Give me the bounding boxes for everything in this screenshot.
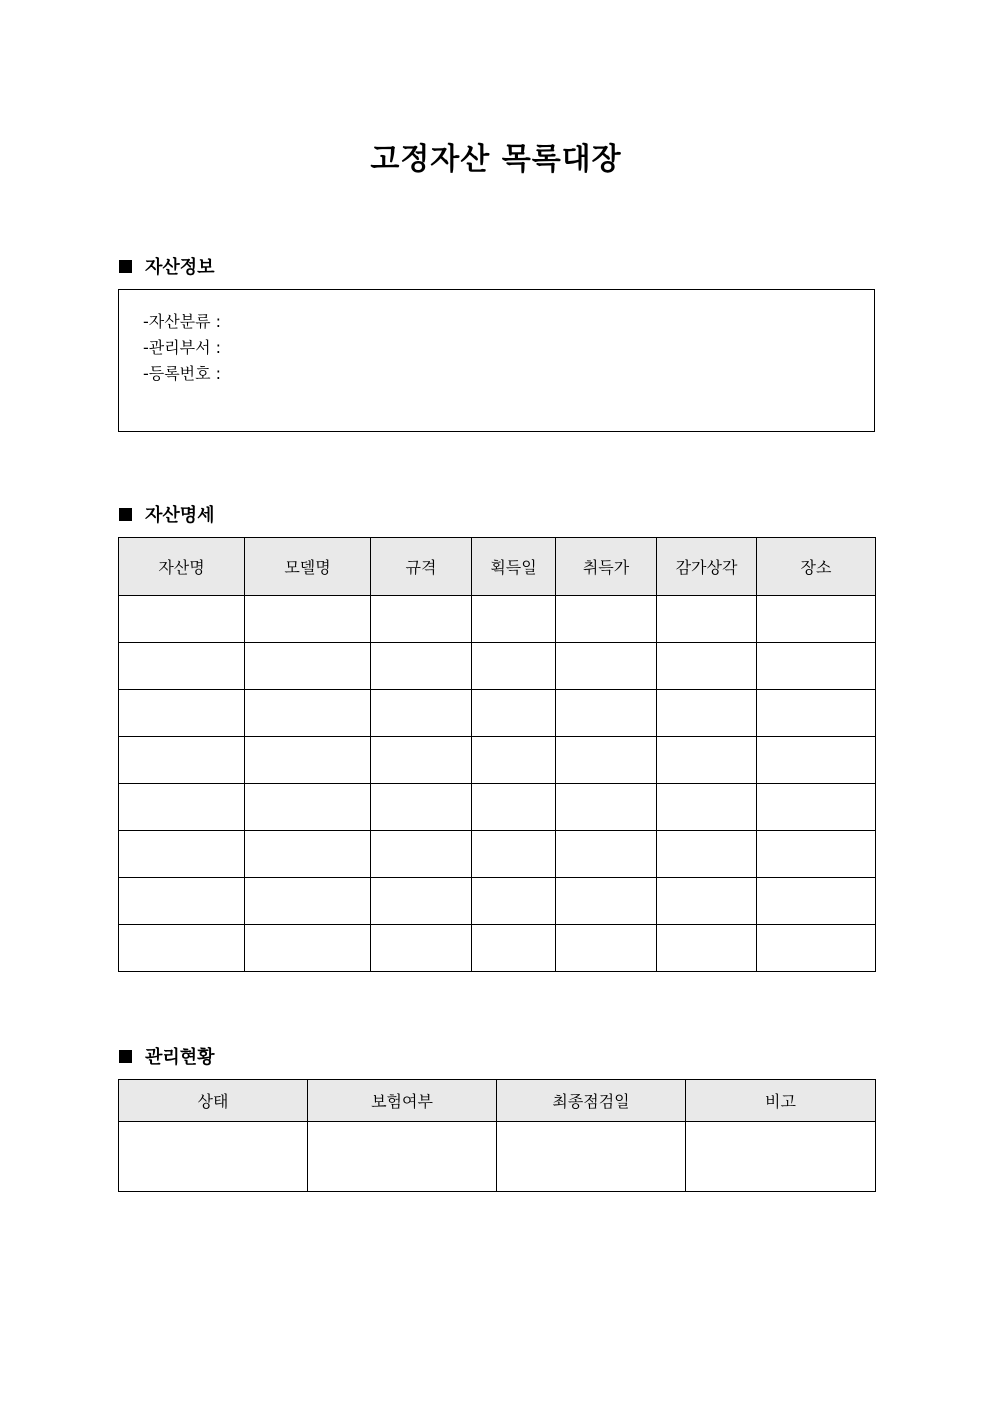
table-cell[interactable]	[371, 831, 472, 878]
column-header-depreciation: 감가상각	[657, 538, 757, 596]
table-cell[interactable]	[757, 596, 876, 643]
square-bullet-icon	[119, 1050, 132, 1063]
table-cell[interactable]	[757, 643, 876, 690]
table-cell[interactable]	[119, 690, 245, 737]
column-header-remarks: 비고	[686, 1080, 876, 1122]
column-header-insurance: 보험여부	[308, 1080, 497, 1122]
table-cell[interactable]	[119, 878, 245, 925]
table-cell[interactable]	[556, 737, 657, 784]
table-cell[interactable]	[245, 643, 371, 690]
table-cell[interactable]	[757, 784, 876, 831]
column-header-last-inspection-date: 최종점검일	[497, 1080, 686, 1122]
table-cell[interactable]	[371, 690, 472, 737]
table-cell[interactable]	[119, 643, 245, 690]
table-cell[interactable]	[245, 596, 371, 643]
table-row	[119, 784, 876, 831]
asset-info-lines	[143, 309, 221, 387]
table-row	[119, 878, 876, 925]
column-header-model-name: 모델명	[245, 538, 371, 596]
table-cell[interactable]	[119, 831, 245, 878]
column-header-specification: 규격	[371, 538, 472, 596]
section-heading-spec	[119, 501, 215, 527]
table-cell[interactable]	[245, 878, 371, 925]
table-cell[interactable]	[119, 1122, 308, 1192]
table-cell[interactable]	[119, 925, 245, 972]
table-cell[interactable]	[686, 1122, 876, 1192]
section-heading-label: 관리현황	[145, 1047, 215, 1068]
square-bullet-icon	[119, 508, 132, 521]
column-header-status: 상태	[119, 1080, 308, 1122]
table-cell[interactable]	[472, 831, 556, 878]
table-cell[interactable]	[472, 596, 556, 643]
table-cell[interactable]	[472, 737, 556, 784]
table-cell[interactable]	[556, 831, 657, 878]
registration-number-line[interactable]: -등록번호 :	[143, 364, 222, 383]
asset-info-box	[118, 289, 875, 432]
table-cell[interactable]	[757, 690, 876, 737]
managing-dept-line[interactable]: -관리부서 :	[143, 338, 222, 357]
table-cell[interactable]	[245, 690, 371, 737]
table-row	[119, 925, 876, 972]
table-cell[interactable]	[497, 1122, 686, 1192]
table-cell[interactable]	[657, 596, 757, 643]
table-cell[interactable]	[556, 690, 657, 737]
table-cell[interactable]	[371, 596, 472, 643]
table-cell[interactable]	[757, 831, 876, 878]
table-header-row	[119, 1080, 876, 1122]
table-cell[interactable]	[556, 925, 657, 972]
section-heading-info	[119, 253, 215, 279]
table-row	[119, 690, 876, 737]
table-cell[interactable]	[657, 737, 757, 784]
table-cell[interactable]	[245, 737, 371, 784]
section-heading-label: 자산정보	[145, 257, 215, 278]
table-cell[interactable]	[119, 784, 245, 831]
table-cell[interactable]	[245, 925, 371, 972]
table-cell[interactable]	[757, 925, 876, 972]
table-cell[interactable]	[119, 596, 245, 643]
table-cell[interactable]	[371, 925, 472, 972]
table-cell[interactable]	[119, 737, 245, 784]
table-cell[interactable]	[308, 1122, 497, 1192]
column-header-acquisition-cost: 취득가	[556, 538, 657, 596]
table-row	[119, 1122, 876, 1192]
table-cell[interactable]	[556, 878, 657, 925]
table-cell[interactable]	[657, 690, 757, 737]
table-cell[interactable]	[657, 878, 757, 925]
table-row	[119, 596, 876, 643]
management-status-table	[118, 1079, 876, 1192]
asset-spec-table	[118, 537, 876, 972]
section-heading-management	[119, 1043, 215, 1069]
table-cell[interactable]	[657, 784, 757, 831]
table-cell[interactable]	[556, 596, 657, 643]
table-cell[interactable]	[556, 643, 657, 690]
page-title: 고정자산 목록대장	[370, 142, 622, 177]
table-header-row	[119, 538, 876, 596]
table-cell[interactable]	[757, 737, 876, 784]
square-bullet-icon	[119, 260, 132, 273]
table-cell[interactable]	[371, 878, 472, 925]
table-cell[interactable]	[472, 878, 556, 925]
table-row	[119, 737, 876, 784]
column-header-acquired-date: 획득일	[472, 538, 556, 596]
table-cell[interactable]	[245, 831, 371, 878]
table-cell[interactable]	[657, 643, 757, 690]
table-cell[interactable]	[757, 878, 876, 925]
table-cell[interactable]	[472, 925, 556, 972]
table-cell[interactable]	[472, 690, 556, 737]
table-cell[interactable]	[371, 737, 472, 784]
table-cell[interactable]	[657, 831, 757, 878]
section-heading-label: 자산명세	[145, 505, 215, 526]
column-header-asset-name: 자산명	[119, 538, 245, 596]
table-cell[interactable]	[657, 925, 757, 972]
table-cell[interactable]	[556, 784, 657, 831]
asset-category-line[interactable]: -자산분류 :	[143, 312, 222, 331]
table-row	[119, 831, 876, 878]
table-cell[interactable]	[472, 643, 556, 690]
table-cell[interactable]	[472, 784, 556, 831]
table-cell[interactable]	[371, 643, 472, 690]
table-cell[interactable]	[245, 784, 371, 831]
column-header-location: 장소	[757, 538, 876, 596]
table-cell[interactable]	[371, 784, 472, 831]
table-row	[119, 643, 876, 690]
